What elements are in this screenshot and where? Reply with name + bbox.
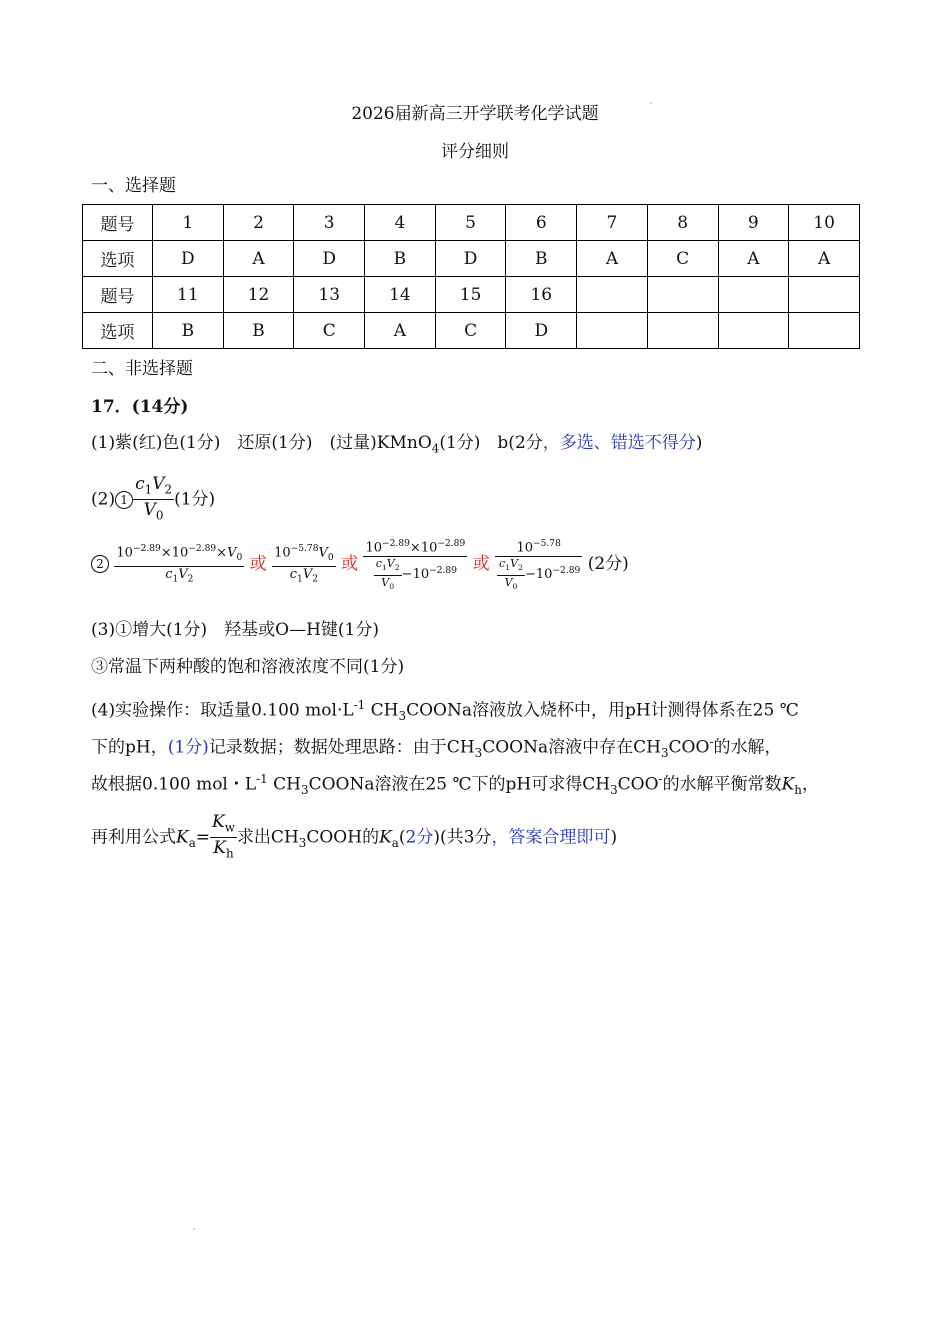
var: c [289, 567, 298, 583]
or-label: 或 [341, 553, 359, 574]
table-cell: 8 [647, 205, 718, 241]
sub: 2 [518, 563, 523, 573]
var: K [176, 827, 189, 848]
text: (2) [91, 489, 116, 510]
text: (1)紫(红)色(1分) 还原(1分) (过量)KMnO [91, 433, 432, 453]
sup: −2.89 [552, 566, 581, 577]
var: c [165, 567, 173, 583]
sub: a [391, 835, 399, 850]
text: 下的pH， [91, 737, 168, 758]
text: × [160, 545, 172, 561]
text: )(共3分 [433, 827, 492, 848]
sub: 3 [301, 783, 309, 798]
table-cell: 4 [365, 205, 436, 241]
table-row [83, 277, 860, 313]
text: COO [668, 737, 710, 758]
fraction [495, 536, 582, 593]
table-cell: A [789, 241, 860, 277]
var: K [212, 812, 225, 832]
q17-part4-line2 [91, 730, 781, 765]
sub: 1 [172, 574, 179, 585]
table-cell: D [435, 241, 506, 277]
text: 10 [274, 545, 291, 561]
sub: 3 [474, 746, 483, 761]
nested-fraction [497, 557, 525, 592]
sup: -1 [353, 698, 366, 712]
text: CH [365, 700, 399, 721]
table-row [83, 205, 860, 241]
fraction [210, 812, 237, 864]
sub: w [224, 820, 235, 835]
table-cell: 1 [153, 205, 224, 241]
text: (1分) b(2分 [439, 433, 543, 453]
document-title: 2026届新高三开学联考化学试题 [351, 104, 599, 124]
text: 记录数据；数据处理思路：由于CH [208, 737, 475, 758]
sub: 1 [297, 574, 303, 585]
table-cell: 6 [506, 205, 577, 241]
text: COONa溶液放入烧杯中，用pH计测得体系在25 ℃ [406, 700, 799, 721]
sup: −5.78 [533, 539, 561, 549]
or-label: 或 [472, 553, 490, 574]
sub: 3 [298, 835, 307, 850]
sub: 0 [236, 553, 243, 564]
row-label: 选项 [83, 241, 153, 277]
table-cell: A [718, 241, 789, 277]
circled-number: 1 [115, 491, 133, 509]
table-cell: 3 [294, 205, 365, 241]
sup: −5.78 [290, 544, 319, 555]
row-label: 题号 [83, 277, 153, 313]
var: K [379, 827, 392, 848]
sub: 0 [327, 553, 334, 564]
table-cell: D [506, 313, 577, 349]
table-cell: A [365, 313, 436, 349]
text: − [524, 567, 536, 583]
table-cell: C [435, 313, 506, 349]
var: V [504, 575, 513, 589]
table-cell: 10 [789, 205, 860, 241]
section-heading-nonchoice: 二、非选择题 [91, 359, 193, 379]
document-subtitle: 评分细则 [441, 142, 509, 162]
table-cell [577, 277, 648, 313]
table-cell: 5 [435, 205, 506, 241]
sub: 2 [312, 574, 318, 585]
text: COONa溶液在25 ℃下的pH可求得CH [308, 774, 611, 795]
q17-part2-1 [91, 474, 215, 526]
section-heading-choice: 一、选择题 [91, 176, 176, 196]
table-cell: A [577, 241, 648, 277]
var: K [213, 838, 226, 859]
var: c [375, 557, 382, 571]
var: c [499, 557, 506, 571]
sup: -1 [256, 772, 268, 786]
text: × [409, 540, 421, 556]
or-label: 或 [249, 553, 267, 574]
table-cell: 7 [577, 205, 648, 241]
table-cell [647, 277, 718, 313]
text: COO [617, 774, 659, 795]
answer-table [82, 204, 860, 349]
var: V [152, 474, 165, 494]
var: V [302, 567, 313, 583]
text: ) [695, 433, 703, 453]
text: 求出CH [236, 827, 299, 848]
table-cell: B [365, 241, 436, 277]
table-cell: 13 [294, 277, 365, 313]
nested-fraction [374, 557, 402, 592]
table-row [83, 241, 860, 277]
subscript: 1 [144, 482, 153, 497]
table-cell [718, 277, 789, 313]
text: = [195, 827, 211, 848]
text: 10 [365, 540, 383, 556]
var: K [781, 774, 795, 795]
text: 10 [116, 545, 133, 561]
sup: - [658, 772, 663, 786]
var: V [227, 545, 237, 561]
sub: 2 [394, 563, 400, 573]
table-cell [718, 313, 789, 349]
q17-part3-1: (3)①增大(1分) 羟基或O—H键(1分) [91, 620, 380, 640]
text: 10 [412, 567, 430, 583]
subscript: 4 [431, 441, 440, 456]
text: ( [398, 827, 406, 848]
text: × [216, 545, 228, 561]
score: (1分) [174, 489, 216, 510]
q17-part4-line1 [91, 693, 799, 728]
fraction [363, 536, 467, 593]
grading-note: ，答案合理即可 [491, 827, 611, 848]
sub: 1 [505, 563, 511, 573]
sub: 0 [512, 581, 518, 591]
table-cell: 2 [223, 205, 294, 241]
text: CH [267, 774, 301, 795]
sub: 2 [187, 574, 194, 585]
sup: −2.89 [188, 544, 217, 555]
table-cell: D [294, 241, 365, 277]
text: COONa溶液中存在CH [482, 737, 661, 758]
table-cell: 15 [435, 277, 506, 313]
table-cell: D [153, 241, 224, 277]
text: 的水解， [713, 737, 782, 758]
grading-note: ，多选、错选不得分 [542, 433, 696, 453]
var: V [510, 557, 519, 571]
table-cell [577, 313, 648, 349]
sub: 0 [389, 581, 395, 591]
fraction [272, 541, 336, 588]
q17-part3-3: ③常温下两种酸的饱和溶液浓度不同(1分) [91, 657, 405, 677]
subscript: 2 [164, 482, 173, 497]
sub: 1 [381, 563, 387, 573]
q17-part4-line3 [91, 767, 819, 802]
text: − [401, 567, 413, 583]
fraction [133, 474, 174, 526]
text: 再利用公式 [91, 827, 176, 848]
scan-speck [650, 102, 652, 104]
table-cell: 11 [153, 277, 224, 313]
table-cell [647, 313, 718, 349]
row-label: 选项 [83, 313, 153, 349]
table-cell: 14 [365, 277, 436, 313]
score: (1分) [167, 737, 209, 758]
subscript: 0 [155, 508, 164, 523]
text: ， [801, 774, 819, 795]
sub: h [794, 783, 802, 798]
sub: 3 [610, 783, 618, 798]
text: 故根据0.100 mol・L [91, 774, 257, 795]
sup: −2.89 [437, 539, 466, 549]
text: 10 [535, 567, 553, 583]
var: V [318, 545, 328, 561]
scan-speck [193, 1228, 195, 1230]
text: 的水解平衡常数 [662, 774, 782, 795]
sup: −2.89 [429, 566, 457, 577]
text: 10 [516, 540, 534, 556]
score: (2分) [587, 553, 629, 574]
text: 10 [171, 545, 189, 561]
text: ) [610, 827, 618, 848]
score: 2分 [405, 827, 434, 848]
table-cell: B [153, 313, 224, 349]
table-cell: 9 [718, 205, 789, 241]
sup: −2.89 [382, 539, 410, 549]
q17-part2-2 [91, 536, 629, 593]
var: V [386, 557, 395, 571]
table-cell: C [647, 241, 718, 277]
text: (4)实验操作：取适量0.100 mol·L [91, 700, 354, 721]
table-cell: C [294, 313, 365, 349]
table-cell: A [223, 241, 294, 277]
q17-part1 [91, 431, 702, 460]
var: V [143, 500, 156, 521]
table-cell: B [506, 241, 577, 277]
sup: −2.89 [132, 544, 161, 555]
fraction [114, 541, 244, 588]
table-cell: B [223, 313, 294, 349]
sub: 3 [398, 709, 407, 724]
circled-number: 2 [91, 555, 109, 573]
table-cell: 12 [223, 277, 294, 313]
question-17-title: 17．(14分) [91, 397, 189, 417]
table-cell: 16 [506, 277, 577, 313]
var: c [135, 474, 145, 494]
row-label: 题号 [83, 205, 153, 241]
sub: h [226, 846, 234, 861]
sub: 3 [660, 746, 669, 761]
text: COOH的 [306, 827, 380, 848]
sub: a [188, 835, 196, 850]
table-cell [789, 277, 860, 313]
sup: - [709, 735, 714, 749]
table-row [83, 313, 860, 349]
text: 10 [420, 540, 438, 556]
q17-part4-line4 [91, 812, 617, 864]
var: V [178, 567, 188, 583]
var: V [381, 575, 390, 589]
table-cell [789, 313, 860, 349]
